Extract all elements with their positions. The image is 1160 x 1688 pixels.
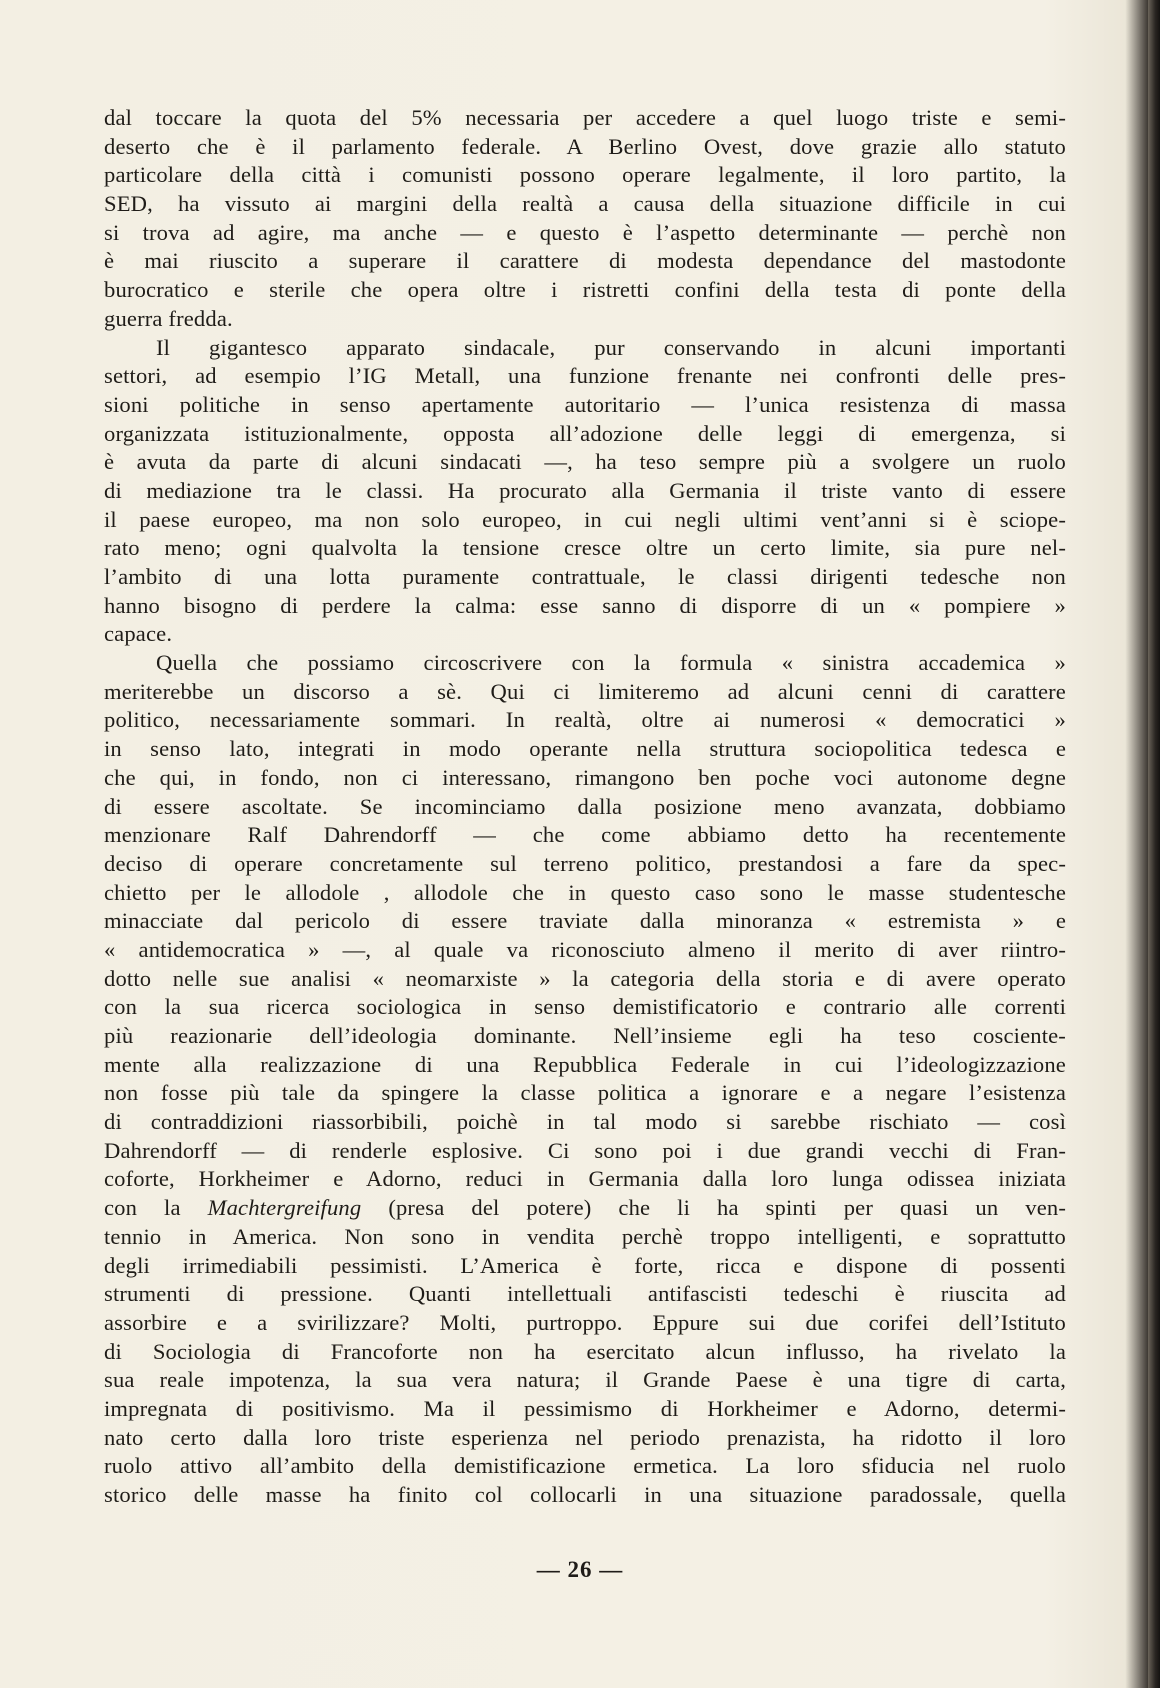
text-line: non fosse più tale da spingere la classe politica a ignorare e a negare l’esistenza	[104, 1080, 1066, 1106]
text-line: capace.	[104, 621, 173, 647]
text-line: hanno bisogno di perdere la calma: esse sanno di disporre di un « pompiere »	[104, 592, 1066, 618]
text-line: nato certo dalla loro triste esperienza nel periodo prenazista, ha ridotto il loro	[104, 1424, 1066, 1450]
page-edge-shadow	[1148, 0, 1160, 1688]
text-line: organizzata istituzionalmente, opposta all’adozione delle leggi di emergenza, si	[104, 420, 1066, 446]
text-line: è mai riuscito a superare il carattere di modesta dependance del mastodonte	[104, 248, 1066, 274]
text-line: menzionare Ralf Dahrendorff — che come abbiamo detto ha recentemente	[104, 822, 1066, 848]
text-line: guerra fredda.	[104, 305, 233, 331]
text-line: l’ambito di una lotta puramente contrattuale, le classi dirigenti tedesche non	[104, 564, 1066, 589]
text-line: ruolo attivo all’ambito della demistificazione ermetica. La loro sfiducia nel ruolo	[104, 1453, 1066, 1479]
text-line: con la sua ricerca sociologica in senso demistificatorio e contrario alle correnti	[104, 994, 1066, 1020]
text-line: è avuta da parte di alcuni sindacati —, ha teso sempre più a svolgere un ruolo	[104, 449, 1066, 475]
text-line: politico, necessariamente sommari. In realtà, oltre ai numerosi « democratici »	[104, 707, 1066, 733]
text-line: in senso lato, integrati in modo operante nella struttura sociopolitica tedesca e	[104, 736, 1066, 762]
text-line	[104, 1194, 1066, 1223]
text-line: degli irrimediabili pessimisti. L’America è forte, ricca e dispone di possenti	[104, 1252, 1066, 1278]
text-line: burocratico e sterile che opera oltre i ristretti confini della testa di ponte della	[104, 277, 1066, 303]
text-line: meriterebbe un discorso a sè. Qui ci limiteremo ad alcuni cenni di carattere	[104, 678, 1066, 704]
text-line: dal toccare la quota del 5% necessaria per accedere a quel luogo triste e semi-	[104, 105, 1066, 130]
text-line: minacciate dal pericolo di essere traviate dalla minoranza « estremista » e	[104, 908, 1066, 934]
text-line: di essere ascoltate. Se incominciamo dalla posizione meno avanzata, dobbiamo	[104, 793, 1066, 819]
text-line: rato meno; ogni qualvolta la tensione cresce oltre un certo limite, sia pure nel-	[104, 535, 1066, 561]
text-line: impregnata di positivismo. Ma il pessimismo di Horkheimer e Adorno, determi-	[104, 1395, 1066, 1421]
body-text	[104, 104, 1066, 1510]
text-line: settori, ad esempio l’IG Metall, una funzione frenante nei confronti delle pres-	[104, 363, 1066, 389]
text-line: tennio in America. Non sono in vendita perchè troppo intelligenti, e soprattutto	[104, 1223, 1066, 1249]
text-line: che qui, in fondo, non ci interessano, rimangono ben poche voci autonome degne	[104, 764, 1066, 790]
text-line: Dahrendorff — di renderle esplosive. Ci sono poi i due grandi vecchi di Fran-	[104, 1137, 1066, 1163]
text-line: SED, ha vissuto ai margini della realtà a causa della situazione difficile in cui	[104, 191, 1066, 217]
text-line: strumenti di pressione. Quanti intellettuali antifascisti tedeschi è riuscita ad	[104, 1281, 1066, 1307]
text-line: di Sociologia di Francoforte non ha esercitato alcun influsso, ha rivelato la	[104, 1338, 1066, 1364]
text-line: deciso di operare concretamente sul terreno politico, prestandosi a fare da spec-	[104, 850, 1066, 876]
text-span: (presa del potere) che li ha spinti per quasi un ven-	[388, 1195, 1066, 1221]
text-line: di contraddizioni riassorbibili, poichè in tal modo si sarebbe rischiato — così	[104, 1109, 1066, 1135]
text-line: storico delle masse ha finito col collocarli in una situazione paradossale, quella	[104, 1482, 1066, 1507]
text-line: « antidemocratica » —, al quale va riconosciuto almeno il merito di aver riintro-	[104, 936, 1066, 962]
text-line: Il gigantesco apparato sindacale, pur conservando in alcuni importanti	[156, 334, 1066, 360]
text-line: assorbire e a svirilizzare? Molti, purtroppo. Eppure sui due corifei dell’Istituto	[104, 1309, 1066, 1335]
italic-term: Machtergreifung	[207, 1195, 362, 1221]
text-line: sioni politiche in senso apertamente autoritario — l’unica resistenza di massa	[104, 391, 1066, 417]
text-line: coforte, Horkheimer e Adorno, reduci in Germania dalla loro lunga odissea iniziata	[104, 1166, 1066, 1192]
text-line: di mediazione tra le classi. Ha procurato alla Germania il triste vanto di essere	[104, 477, 1066, 503]
text-span: con la	[104, 1195, 181, 1221]
text-line: mente alla realizzazione di una Repubblica Federale in cui l’ideologizzazione	[104, 1051, 1066, 1077]
text-line: dotto nelle sue analisi « neomarxiste » la categoria della storia e di avere operato	[104, 965, 1066, 991]
text-line: Quella che possiamo circoscrivere con la formula « sinistra accademica »	[156, 650, 1066, 676]
text-line: particolare della città i comunisti possono operare legalmente, il loro partito, la	[104, 162, 1066, 188]
text-line: sua reale impotenza, la sua vera natura; il Grande Paese è una tigre di carta,	[104, 1367, 1066, 1393]
text-line: il paese europeo, ma non solo europeo, in cui negli ultimi vent’anni si è sciope-	[104, 506, 1066, 532]
text-line: deserto che è il parlamento federale. A Berlino Ovest, dove grazie allo statuto	[104, 133, 1066, 159]
text-line: si trova ad agire, ma anche — e questo è l’aspetto determinante — perchè non	[104, 219, 1066, 245]
text-line: chietto per le allodole , allodole che in questo caso sono le masse studentesche	[104, 879, 1066, 905]
page-number: — 26 —	[536, 1557, 624, 1582]
text-line: più reazionarie dell’ideologia dominante. Nell’insieme egli ha teso cosciente-	[104, 1023, 1066, 1048]
